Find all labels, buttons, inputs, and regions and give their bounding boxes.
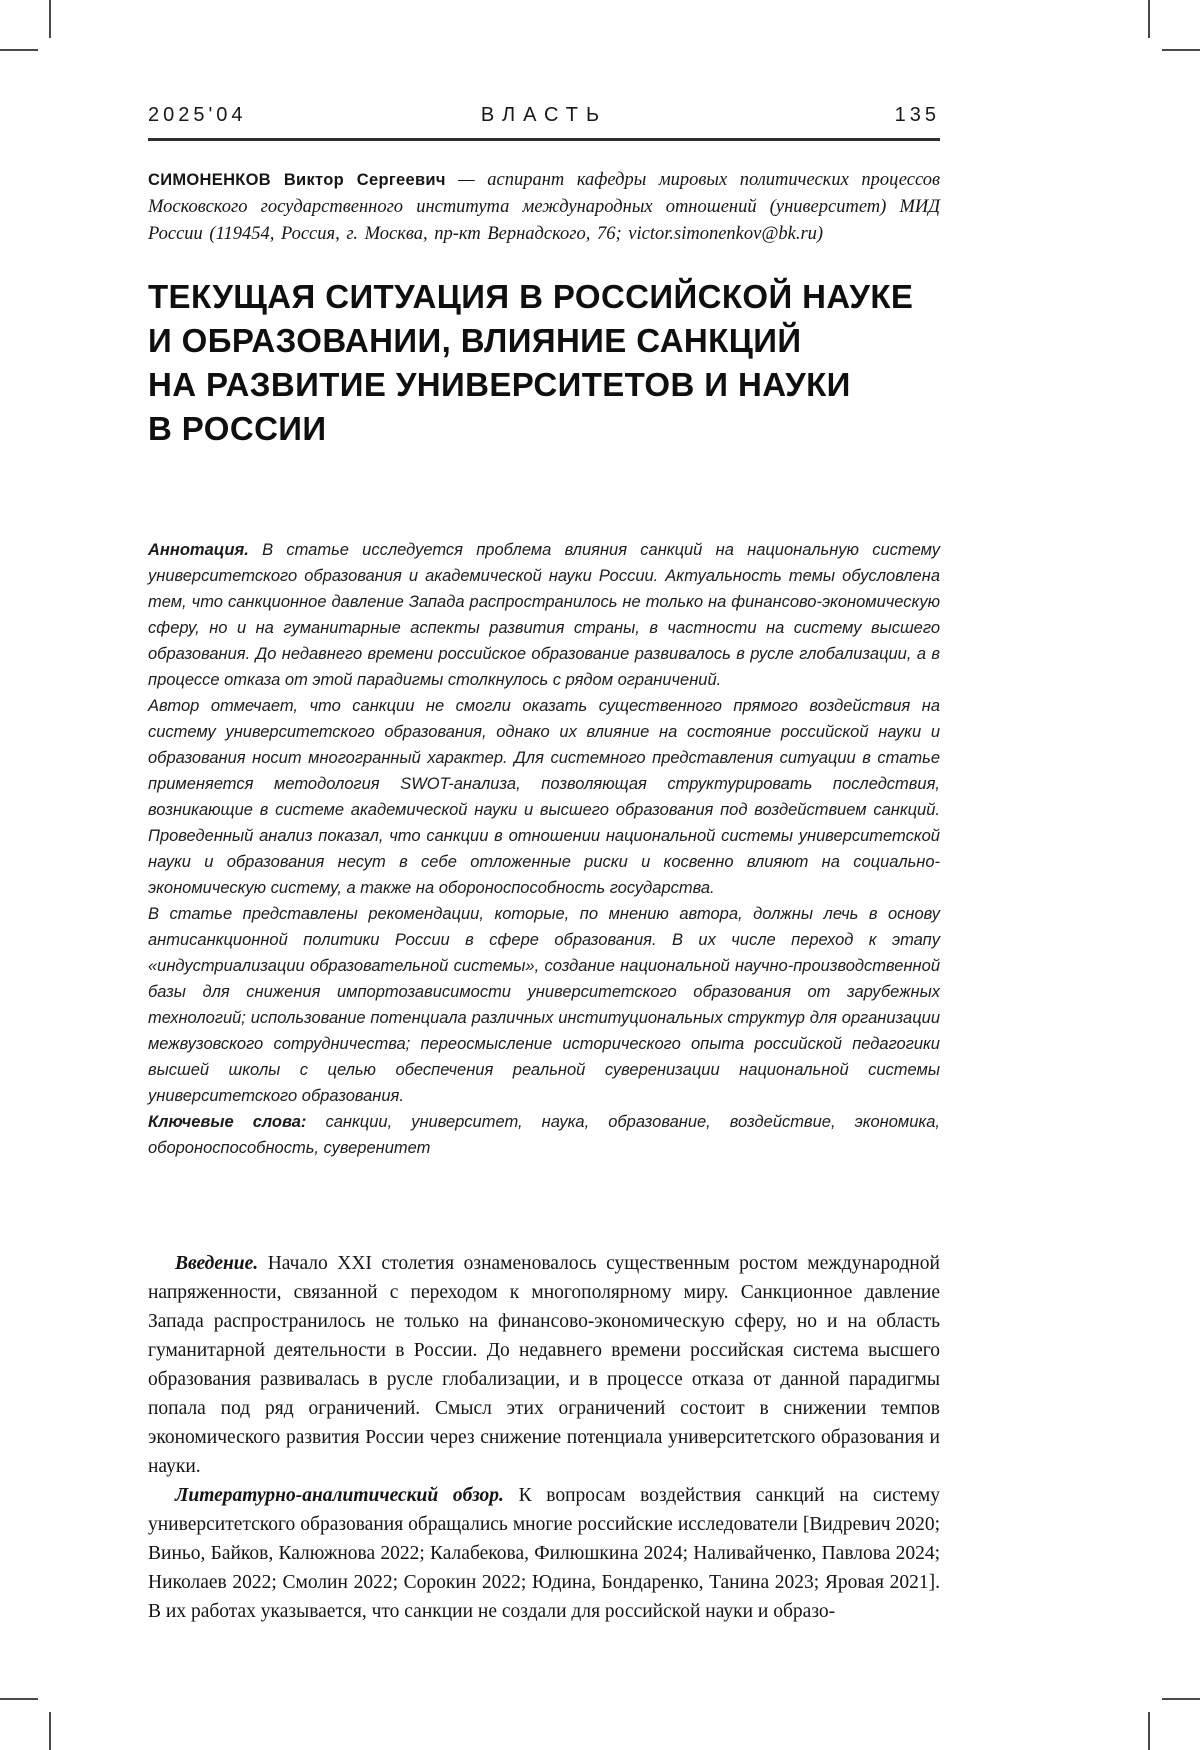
- crop-mark-bottom-left-vertical: [49, 1712, 51, 1750]
- article-body: [148, 1249, 940, 1626]
- body-paragraph-literature-review: [148, 1481, 940, 1626]
- crop-mark-top-left-horizontal: [0, 49, 38, 51]
- section-text-literature-review: К вопросам воздействия санкций на систему университетского образования обращались многие российские исследователи [Видревич 2020; Виньо, Байков, Калюжнова 2022; Калабекова, Филюшкина 2024; Наливайченко, Павлова 2024; Николаев 2022; Смолин 2022; Сорокин 2022; Юдина, Бондаренко, Танина 2023; Яровая 2021]. В их работах указывается, что санкции не создали для российской науки и образо-: [148, 1485, 940, 1622]
- abstract-block: [148, 537, 940, 1161]
- abstract-label: Аннотация.: [148, 541, 249, 559]
- crop-mark-top-right-horizontal: [1162, 49, 1200, 51]
- crop-mark-bottom-right-horizontal: [1162, 1698, 1200, 1700]
- page-number: 135: [894, 104, 941, 126]
- article-title-line: В РОССИИ: [148, 410, 327, 447]
- author-name: СИМОНЕНКОВ Виктор Сергеевич: [148, 171, 446, 189]
- article-title-line: ТЕКУЩАЯ СИТУАЦИЯ В РОССИЙСКОЙ НАУКЕ: [148, 278, 914, 315]
- article-title-line: НА РАЗВИТИЕ УНИВЕРСИТЕТОВ И НАУКИ: [148, 366, 851, 403]
- keywords-label: Ключевые слова:: [148, 1113, 307, 1131]
- keywords-text: санкции, университет, наука, образование, воздействие, экономика, обороноспособность, суверенитет: [148, 1113, 940, 1157]
- author-affiliation: — аспирант кафедры мировых политических процессов Московского государственного института международных отношений (университет) МИД России (119454, Россия, г. Москва, пр-кт Вернадского, 76; victor.simonenkov@bk.ru): [148, 170, 941, 244]
- author-block: [148, 167, 940, 248]
- crop-mark-bottom-left-horizontal: [0, 1698, 38, 1700]
- crop-mark-bottom-right-vertical: [1148, 1712, 1150, 1750]
- article-title-line: И ОБРАЗОВАНИИ, ВЛИЯНИЕ САНКЦИЙ: [148, 322, 802, 359]
- abstract-paragraph: Автор отмечает, что санкции не смогли оказать существенного прямого воздействия на систему университетского образования, однако их влияние на состояние российской науки и образования носит многогранный характер. Для системного представления ситуации в статье применяется методология SWOT-анализа, позволяющая структурировать последствия, возникающие в системе академической науки и высшего образования под воздействием санкций. Проведенный анализ показал, что санкции в отношении национальной системы университетской науки и образования несут в себе отложенные риски и косвенно влияют на социально-экономическую систему, а также на обороноспособность государства.: [148, 697, 940, 897]
- section-lead-introduction: Введение.: [175, 1253, 259, 1274]
- keywords-paragraph: [148, 1109, 940, 1161]
- article-title: [148, 275, 940, 451]
- journal-title: ВЛАСТЬ: [480, 104, 608, 126]
- section-text-introduction: Начало XXI столетия ознаменовалось существенным ростом международной напряженности, связанной с переходом к многополярному миру. Санкционное давление Запада распространилось не только на финансово-экономическую сферу, но и на область гуманитарной деятельности в России. До недавнего времени российская система высшего образования развивалась в русле глобализации, и в процессе отказа от данной парадигмы попала под ряд ограничений. Смысл этих ограничений состоит в снижении темпов экономического развития России через снижение потенциала университетского образования и науки.: [148, 1253, 940, 1477]
- body-paragraph-introduction: [148, 1249, 940, 1481]
- abstract-text: В статье исследуется проблема влияния санкций на национальную систему университетского образования и академической науки России. Актуальность темы обусловлена тем, что санкционное давление Запада распространилось не только на финансово-экономическую сферу, но и на гуманитарные аспекты развития страны, в частности на систему высшего образования. До недавнего времени российское образование развивалось в русле глобализации, а в процессе отказа от этой парадигмы столкнулось с рядом ограничений.: [148, 541, 940, 689]
- issue-label: 2025'04: [148, 104, 247, 126]
- abstract-paragraph: В статье представлены рекомендации, которые, по мнению автора, должны лечь в основу антисанкционной политики России в сфере образования. В их числе переход к этапу «индустриализации образовательной системы», создание национальной научно-производственной базы для снижения импортозависимости университетского образования от зарубежных технологий; использование потенциала различных институциональных структур для организации межвузовского сотрудничества; переосмысление исторического опыта российской педагогики высшей школы с целью обеспечения реальной суверенизации национальной системы университетского образования.: [148, 905, 940, 1105]
- abstract-paragraph: [148, 537, 940, 693]
- crop-mark-top-right-vertical: [1148, 0, 1150, 38]
- page-content: [148, 0, 940, 1626]
- crop-mark-top-left-vertical: [49, 0, 51, 38]
- running-head: [148, 104, 940, 141]
- section-lead-literature-review: Литературно-аналитический обзор.: [175, 1485, 504, 1506]
